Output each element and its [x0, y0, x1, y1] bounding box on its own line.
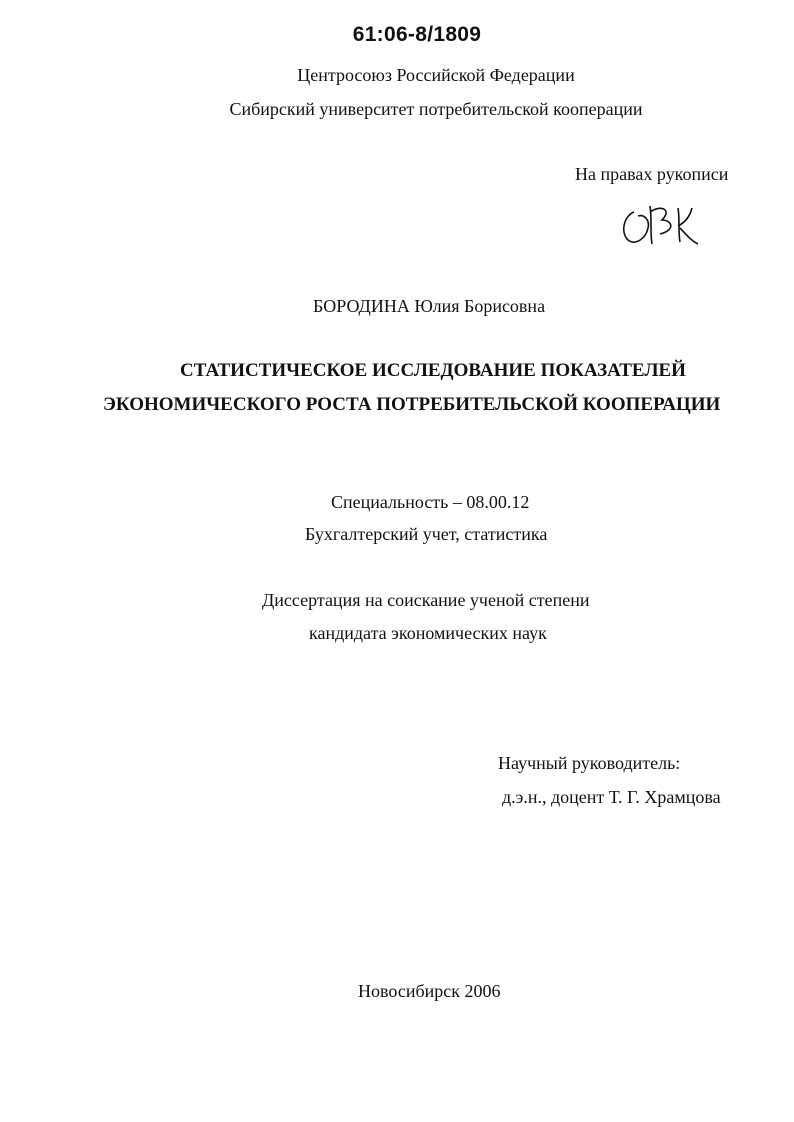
degree-line-1: Диссертация на соискание ученой степени [262, 590, 590, 610]
author-name: БОРОДИНА Юлия Борисовна [313, 296, 546, 316]
specialty-code: Специальность – 08.00.12 [331, 492, 530, 512]
manuscript-note: На правах рукописи [575, 164, 729, 184]
organization-line-1: Центросоюз Российской Федерации [297, 65, 575, 85]
supervisor-name: д.э.н., доцент Т. Г. Храмцова [502, 787, 721, 807]
catalog-number: 61:06-8/1809 [352, 23, 482, 46]
signature [616, 198, 702, 250]
specialty-name: Бухгалтерский учет, статистика [305, 524, 548, 544]
dissertation-title-line-2: ЭКОНОМИЧЕСКОГО РОСТА ПОТРЕБИТЕЛЬСКОЙ КООПЕРАЦИИ [103, 394, 721, 415]
supervisor-label: Научный руководитель: [498, 753, 681, 773]
dissertation-title-line-1: СТАТИСТИЧЕСКОЕ ИССЛЕДОВАНИЕ ПОКАЗАТЕЛЕЙ [180, 360, 686, 381]
degree-line-2: кандидата экономических наук [309, 623, 547, 643]
organization-line-2: Сибирский университет потребительской кооперации [229, 99, 643, 119]
city-year: Новосибирск 2006 [358, 981, 501, 1001]
